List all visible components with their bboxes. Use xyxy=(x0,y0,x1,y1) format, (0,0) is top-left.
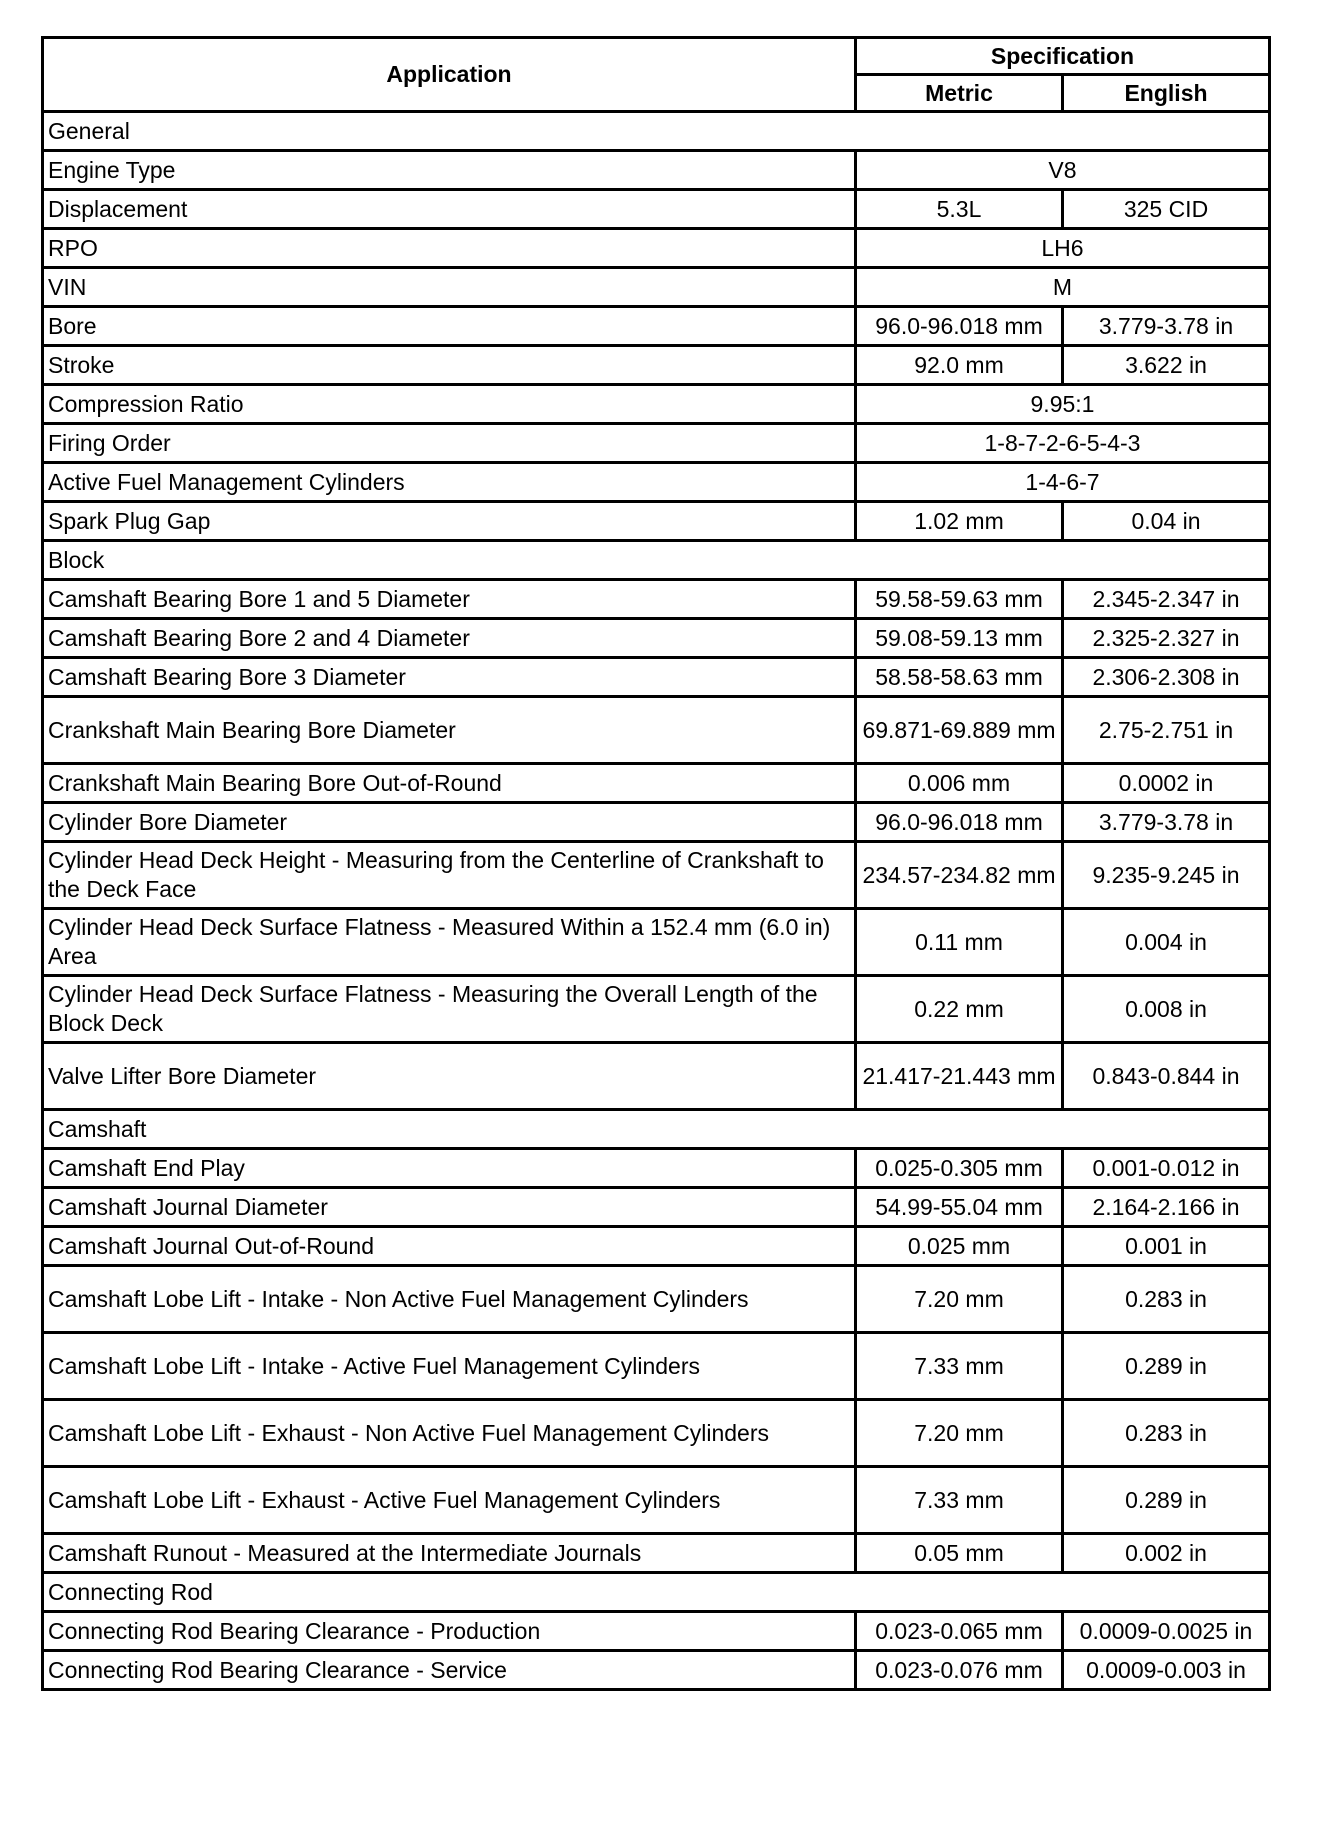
section-row xyxy=(43,1110,1270,1149)
english-cell: 2.345-2.347 in xyxy=(1063,580,1270,619)
metric-cell: 0.023-0.065 mm xyxy=(856,1612,1063,1651)
english-cell: 0.008 in xyxy=(1063,976,1270,1043)
english-cell: 0.04 in xyxy=(1063,502,1270,541)
application-cell: Stroke xyxy=(43,346,856,385)
table-row xyxy=(43,1612,1270,1651)
application-cell: Camshaft Runout - Measured at the Intermediate Journals xyxy=(43,1534,856,1573)
section-row xyxy=(43,1573,1270,1612)
table-row xyxy=(43,1467,1270,1534)
specification-cell: 9.95:1 xyxy=(856,385,1270,424)
table-row xyxy=(43,385,1270,424)
application-cell: Camshaft Lobe Lift - Intake - Non Active Fuel Management Cylinders xyxy=(43,1266,856,1333)
metric-cell: 5.3L xyxy=(856,190,1063,229)
table-row xyxy=(43,580,1270,619)
metric-cell: 96.0-96.018 mm xyxy=(856,803,1063,842)
table-row xyxy=(43,1227,1270,1266)
application-cell: Active Fuel Management Cylinders xyxy=(43,463,856,502)
metric-cell: 21.417-21.443 mm xyxy=(856,1043,1063,1110)
application-cell: Spark Plug Gap xyxy=(43,502,856,541)
english-cell: 0.0009-0.0025 in xyxy=(1063,1612,1270,1651)
application-cell: VIN xyxy=(43,268,856,307)
application-cell: Connecting Rod Bearing Clearance - Production xyxy=(43,1612,856,1651)
application-cell: Firing Order xyxy=(43,424,856,463)
metric-cell: 59.08-59.13 mm xyxy=(856,619,1063,658)
table-row xyxy=(43,229,1270,268)
metric-cell: 7.20 mm xyxy=(856,1266,1063,1333)
table-row xyxy=(43,307,1270,346)
metric-cell: 59.58-59.63 mm xyxy=(856,580,1063,619)
application-cell: Cylinder Head Deck Height - Measuring from the Centerline of Crankshaft to the Deck Face xyxy=(43,842,856,909)
table-row xyxy=(43,1149,1270,1188)
application-cell: Cylinder Head Deck Surface Flatness - Measuring the Overall Length of the Block Deck xyxy=(43,976,856,1043)
english-cell: 0.289 in xyxy=(1063,1333,1270,1400)
english-cell: 2.164-2.166 in xyxy=(1063,1188,1270,1227)
metric-cell: 0.05 mm xyxy=(856,1534,1063,1573)
metric-cell: 0.11 mm xyxy=(856,909,1063,976)
english-cell: 325 CID xyxy=(1063,190,1270,229)
application-cell: Camshaft Lobe Lift - Exhaust - Active Fuel Management Cylinders xyxy=(43,1467,856,1534)
metric-header: Metric xyxy=(856,75,1063,112)
english-cell: 2.75-2.751 in xyxy=(1063,697,1270,764)
english-cell: 0.0002 in xyxy=(1063,764,1270,803)
application-cell: Compression Ratio xyxy=(43,385,856,424)
section-title: General xyxy=(43,112,1270,151)
metric-cell: 0.025 mm xyxy=(856,1227,1063,1266)
english-cell: 0.001-0.012 in xyxy=(1063,1149,1270,1188)
specification-table xyxy=(41,36,1271,1691)
english-cell: 0.001 in xyxy=(1063,1227,1270,1266)
application-cell: Camshaft Bearing Bore 2 and 4 Diameter xyxy=(43,619,856,658)
metric-cell: 58.58-58.63 mm xyxy=(856,658,1063,697)
application-cell: Cylinder Head Deck Surface Flatness - Measured Within a 152.4 mm (6.0 in) Area xyxy=(43,909,856,976)
table-row xyxy=(43,1534,1270,1573)
english-cell: 0.283 in xyxy=(1063,1266,1270,1333)
english-cell: 9.235-9.245 in xyxy=(1063,842,1270,909)
application-cell: Camshaft Bearing Bore 3 Diameter xyxy=(43,658,856,697)
table-row xyxy=(43,268,1270,307)
english-cell: 0.283 in xyxy=(1063,1400,1270,1467)
english-header: English xyxy=(1063,75,1270,112)
metric-cell: 7.33 mm xyxy=(856,1333,1063,1400)
metric-cell: 0.023-0.076 mm xyxy=(856,1651,1063,1690)
table-row xyxy=(43,1400,1270,1467)
application-cell: Crankshaft Main Bearing Bore Out-of-Round xyxy=(43,764,856,803)
english-cell: 0.002 in xyxy=(1063,1534,1270,1573)
english-cell: 3.622 in xyxy=(1063,346,1270,385)
table-row xyxy=(43,1188,1270,1227)
table-row xyxy=(43,424,1270,463)
table-body xyxy=(43,112,1270,1690)
table-row xyxy=(43,1651,1270,1690)
specification-cell: M xyxy=(856,268,1270,307)
english-cell: 2.325-2.327 in xyxy=(1063,619,1270,658)
metric-cell: 234.57-234.82 mm xyxy=(856,842,1063,909)
specification-cell: 1-8-7-2-6-5-4-3 xyxy=(856,424,1270,463)
application-cell: Camshaft Journal Out-of-Round xyxy=(43,1227,856,1266)
table-row xyxy=(43,151,1270,190)
metric-cell: 7.33 mm xyxy=(856,1467,1063,1534)
application-cell: Camshaft Lobe Lift - Intake - Active Fuel Management Cylinders xyxy=(43,1333,856,1400)
application-header: Application xyxy=(43,38,856,112)
specification-cell: 1-4-6-7 xyxy=(856,463,1270,502)
specification-cell: V8 xyxy=(856,151,1270,190)
english-cell: 0.0009-0.003 in xyxy=(1063,1651,1270,1690)
table-row xyxy=(43,1043,1270,1110)
metric-cell: 1.02 mm xyxy=(856,502,1063,541)
application-cell: Camshaft Journal Diameter xyxy=(43,1188,856,1227)
table-row xyxy=(43,842,1270,909)
application-cell: Cylinder Bore Diameter xyxy=(43,803,856,842)
table-row xyxy=(43,1266,1270,1333)
table-row xyxy=(43,190,1270,229)
section-title: Camshaft xyxy=(43,1110,1270,1149)
application-cell: Engine Type xyxy=(43,151,856,190)
metric-cell: 7.20 mm xyxy=(856,1400,1063,1467)
table-row xyxy=(43,909,1270,976)
specification-cell: LH6 xyxy=(856,229,1270,268)
section-row xyxy=(43,112,1270,151)
metric-cell: 0.025-0.305 mm xyxy=(856,1149,1063,1188)
specification-header: Specification xyxy=(856,38,1270,75)
table-row xyxy=(43,658,1270,697)
metric-cell: 0.006 mm xyxy=(856,764,1063,803)
metric-cell: 69.871-69.889 mm xyxy=(856,697,1063,764)
metric-cell: 92.0 mm xyxy=(856,346,1063,385)
application-cell: Camshaft Lobe Lift - Exhaust - Non Active Fuel Management Cylinders xyxy=(43,1400,856,1467)
metric-cell: 0.22 mm xyxy=(856,976,1063,1043)
application-cell: Valve Lifter Bore Diameter xyxy=(43,1043,856,1110)
application-cell: Displacement xyxy=(43,190,856,229)
table-row xyxy=(43,764,1270,803)
metric-cell: 96.0-96.018 mm xyxy=(856,307,1063,346)
application-cell: Connecting Rod Bearing Clearance - Service xyxy=(43,1651,856,1690)
table-row xyxy=(43,463,1270,502)
table-row xyxy=(43,803,1270,842)
table-row xyxy=(43,619,1270,658)
english-cell: 0.843-0.844 in xyxy=(1063,1043,1270,1110)
section-row xyxy=(43,541,1270,580)
english-cell: 3.779-3.78 in xyxy=(1063,307,1270,346)
table-row xyxy=(43,697,1270,764)
application-cell: Camshaft Bearing Bore 1 and 5 Diameter xyxy=(43,580,856,619)
table-row xyxy=(43,502,1270,541)
section-title: Block xyxy=(43,541,1270,580)
table-row xyxy=(43,1333,1270,1400)
header-row xyxy=(43,38,1270,75)
table-row xyxy=(43,976,1270,1043)
application-cell: RPO xyxy=(43,229,856,268)
application-cell: Camshaft End Play xyxy=(43,1149,856,1188)
table-row xyxy=(43,346,1270,385)
english-cell: 0.004 in xyxy=(1063,909,1270,976)
metric-cell: 54.99-55.04 mm xyxy=(856,1188,1063,1227)
section-title: Connecting Rod xyxy=(43,1573,1270,1612)
english-cell: 3.779-3.78 in xyxy=(1063,803,1270,842)
english-cell: 2.306-2.308 in xyxy=(1063,658,1270,697)
application-cell: Bore xyxy=(43,307,856,346)
english-cell: 0.289 in xyxy=(1063,1467,1270,1534)
application-cell: Crankshaft Main Bearing Bore Diameter xyxy=(43,697,856,764)
